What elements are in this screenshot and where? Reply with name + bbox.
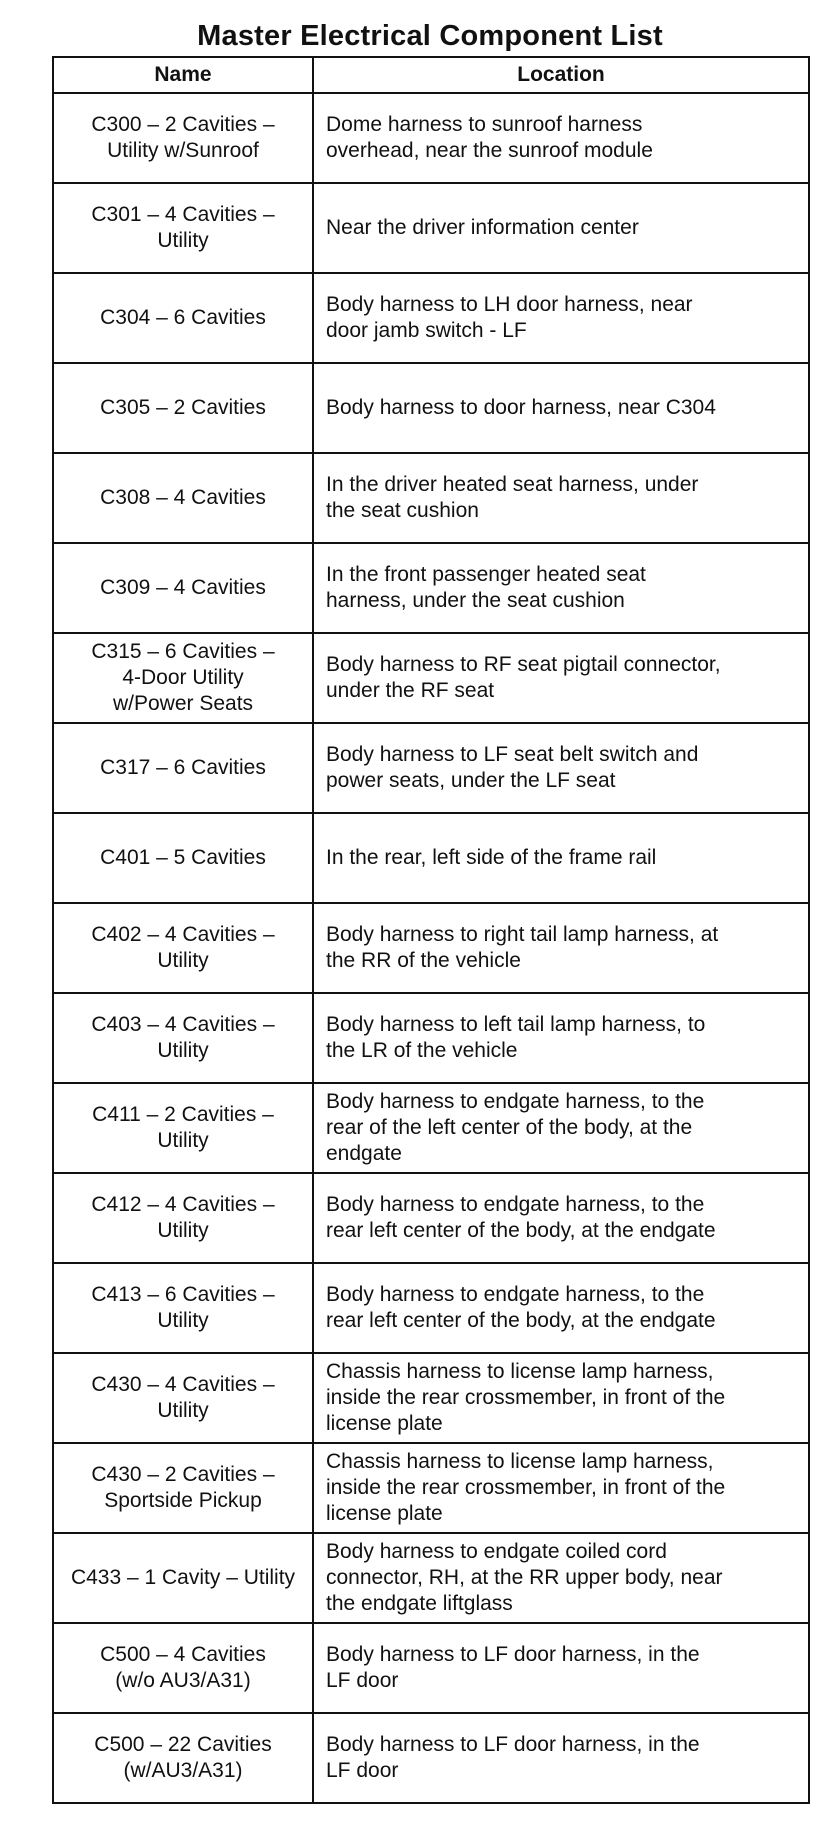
component-name: C401 – 5 Cavities xyxy=(53,813,313,903)
component-name: C433 – 1 Cavity – Utility xyxy=(53,1533,313,1623)
table-row xyxy=(53,183,809,273)
table-row xyxy=(53,1353,809,1443)
component-location: Body harness to door harness, near C304 xyxy=(313,363,809,453)
table-row xyxy=(53,453,809,543)
component-location: In the rear, left side of the frame rail xyxy=(313,813,809,903)
table-row xyxy=(53,1263,809,1353)
component-location: Body harness to RF seat pigtail connector, under the RF seat xyxy=(313,633,809,723)
column-header-location: Location xyxy=(313,57,809,93)
table-row xyxy=(53,363,809,453)
component-name: C317 – 6 Cavities xyxy=(53,723,313,813)
table-row xyxy=(53,1713,809,1803)
component-name: C309 – 4 Cavities xyxy=(53,543,313,633)
component-location: In the driver heated seat harness, under the seat cushion xyxy=(313,453,809,543)
component-location: Body harness to endgate harness, to the rear left center of the body, at the endgate xyxy=(313,1263,809,1353)
component-table xyxy=(52,56,810,1804)
component-location: Body harness to endgate harness, to the rear left center of the body, at the endgate xyxy=(313,1173,809,1263)
table-row xyxy=(53,993,809,1083)
component-name: C430 – 2 Cavities – Sportside Pickup xyxy=(53,1443,313,1533)
component-location: Body harness to LH door harness, near door jamb switch - LF xyxy=(313,273,809,363)
component-name: C500 – 22 Cavities (w/AU3/A31) xyxy=(53,1713,313,1803)
component-name: C500 – 4 Cavities (w/o AU3/A31) xyxy=(53,1623,313,1713)
table-row xyxy=(53,903,809,993)
component-name: C412 – 4 Cavities – Utility xyxy=(53,1173,313,1263)
table-row xyxy=(53,633,809,723)
table-row xyxy=(53,813,809,903)
component-location: Body harness to right tail lamp harness, at the RR of the vehicle xyxy=(313,903,809,993)
component-name: C304 – 6 Cavities xyxy=(53,273,313,363)
component-location: Dome harness to sunroof harness overhead, near the sunroof module xyxy=(313,93,809,183)
column-header-name: Name xyxy=(53,57,313,93)
component-name: C403 – 4 Cavities – Utility xyxy=(53,993,313,1083)
component-location: In the front passenger heated seat harness, under the seat cushion xyxy=(313,543,809,633)
table-row xyxy=(53,543,809,633)
table-row xyxy=(53,1533,809,1623)
table-header-row xyxy=(53,57,809,93)
table-row xyxy=(53,1443,809,1533)
table-row xyxy=(53,1083,809,1173)
component-location: Chassis harness to license lamp harness, inside the rear crossmember, in front of the license plate xyxy=(313,1443,809,1533)
component-name: C305 – 2 Cavities xyxy=(53,363,313,453)
component-location: Body harness to LF door harness, in the LF door xyxy=(313,1713,809,1803)
component-name: C430 – 4 Cavities – Utility xyxy=(53,1353,313,1443)
component-location: Chassis harness to license lamp harness, inside the rear crossmember, in front of the license plate xyxy=(313,1353,809,1443)
component-location: Near the driver information center xyxy=(313,183,809,273)
component-location: Body harness to endgate harness, to the rear of the left center of the body, at the endgate xyxy=(313,1083,809,1173)
table-row xyxy=(53,273,809,363)
component-name: C402 – 4 Cavities – Utility xyxy=(53,903,313,993)
component-location: Body harness to endgate coiled cord connector, RH, at the RR upper body, near the endgate liftglass xyxy=(313,1533,809,1623)
component-location: Body harness to left tail lamp harness, to the LR of the vehicle xyxy=(313,993,809,1083)
component-location: Body harness to LF seat belt switch and power seats, under the LF seat xyxy=(313,723,809,813)
table-row xyxy=(53,723,809,813)
component-name: C300 – 2 Cavities – Utility w/Sunroof xyxy=(53,93,313,183)
table-row xyxy=(53,1623,809,1713)
component-name: C308 – 4 Cavities xyxy=(53,453,313,543)
component-name: C315 – 6 Cavities – 4-Door Utility w/Power Seats xyxy=(53,633,313,723)
table-row xyxy=(53,93,809,183)
component-location: Body harness to LF door harness, in the LF door xyxy=(313,1623,809,1713)
component-name: C413 – 6 Cavities – Utility xyxy=(53,1263,313,1353)
component-name: C301 – 4 Cavities – Utility xyxy=(53,183,313,273)
component-name: C411 – 2 Cavities – Utility xyxy=(53,1083,313,1173)
table-row xyxy=(53,1173,809,1263)
page-title: Master Electrical Component List xyxy=(197,20,663,52)
